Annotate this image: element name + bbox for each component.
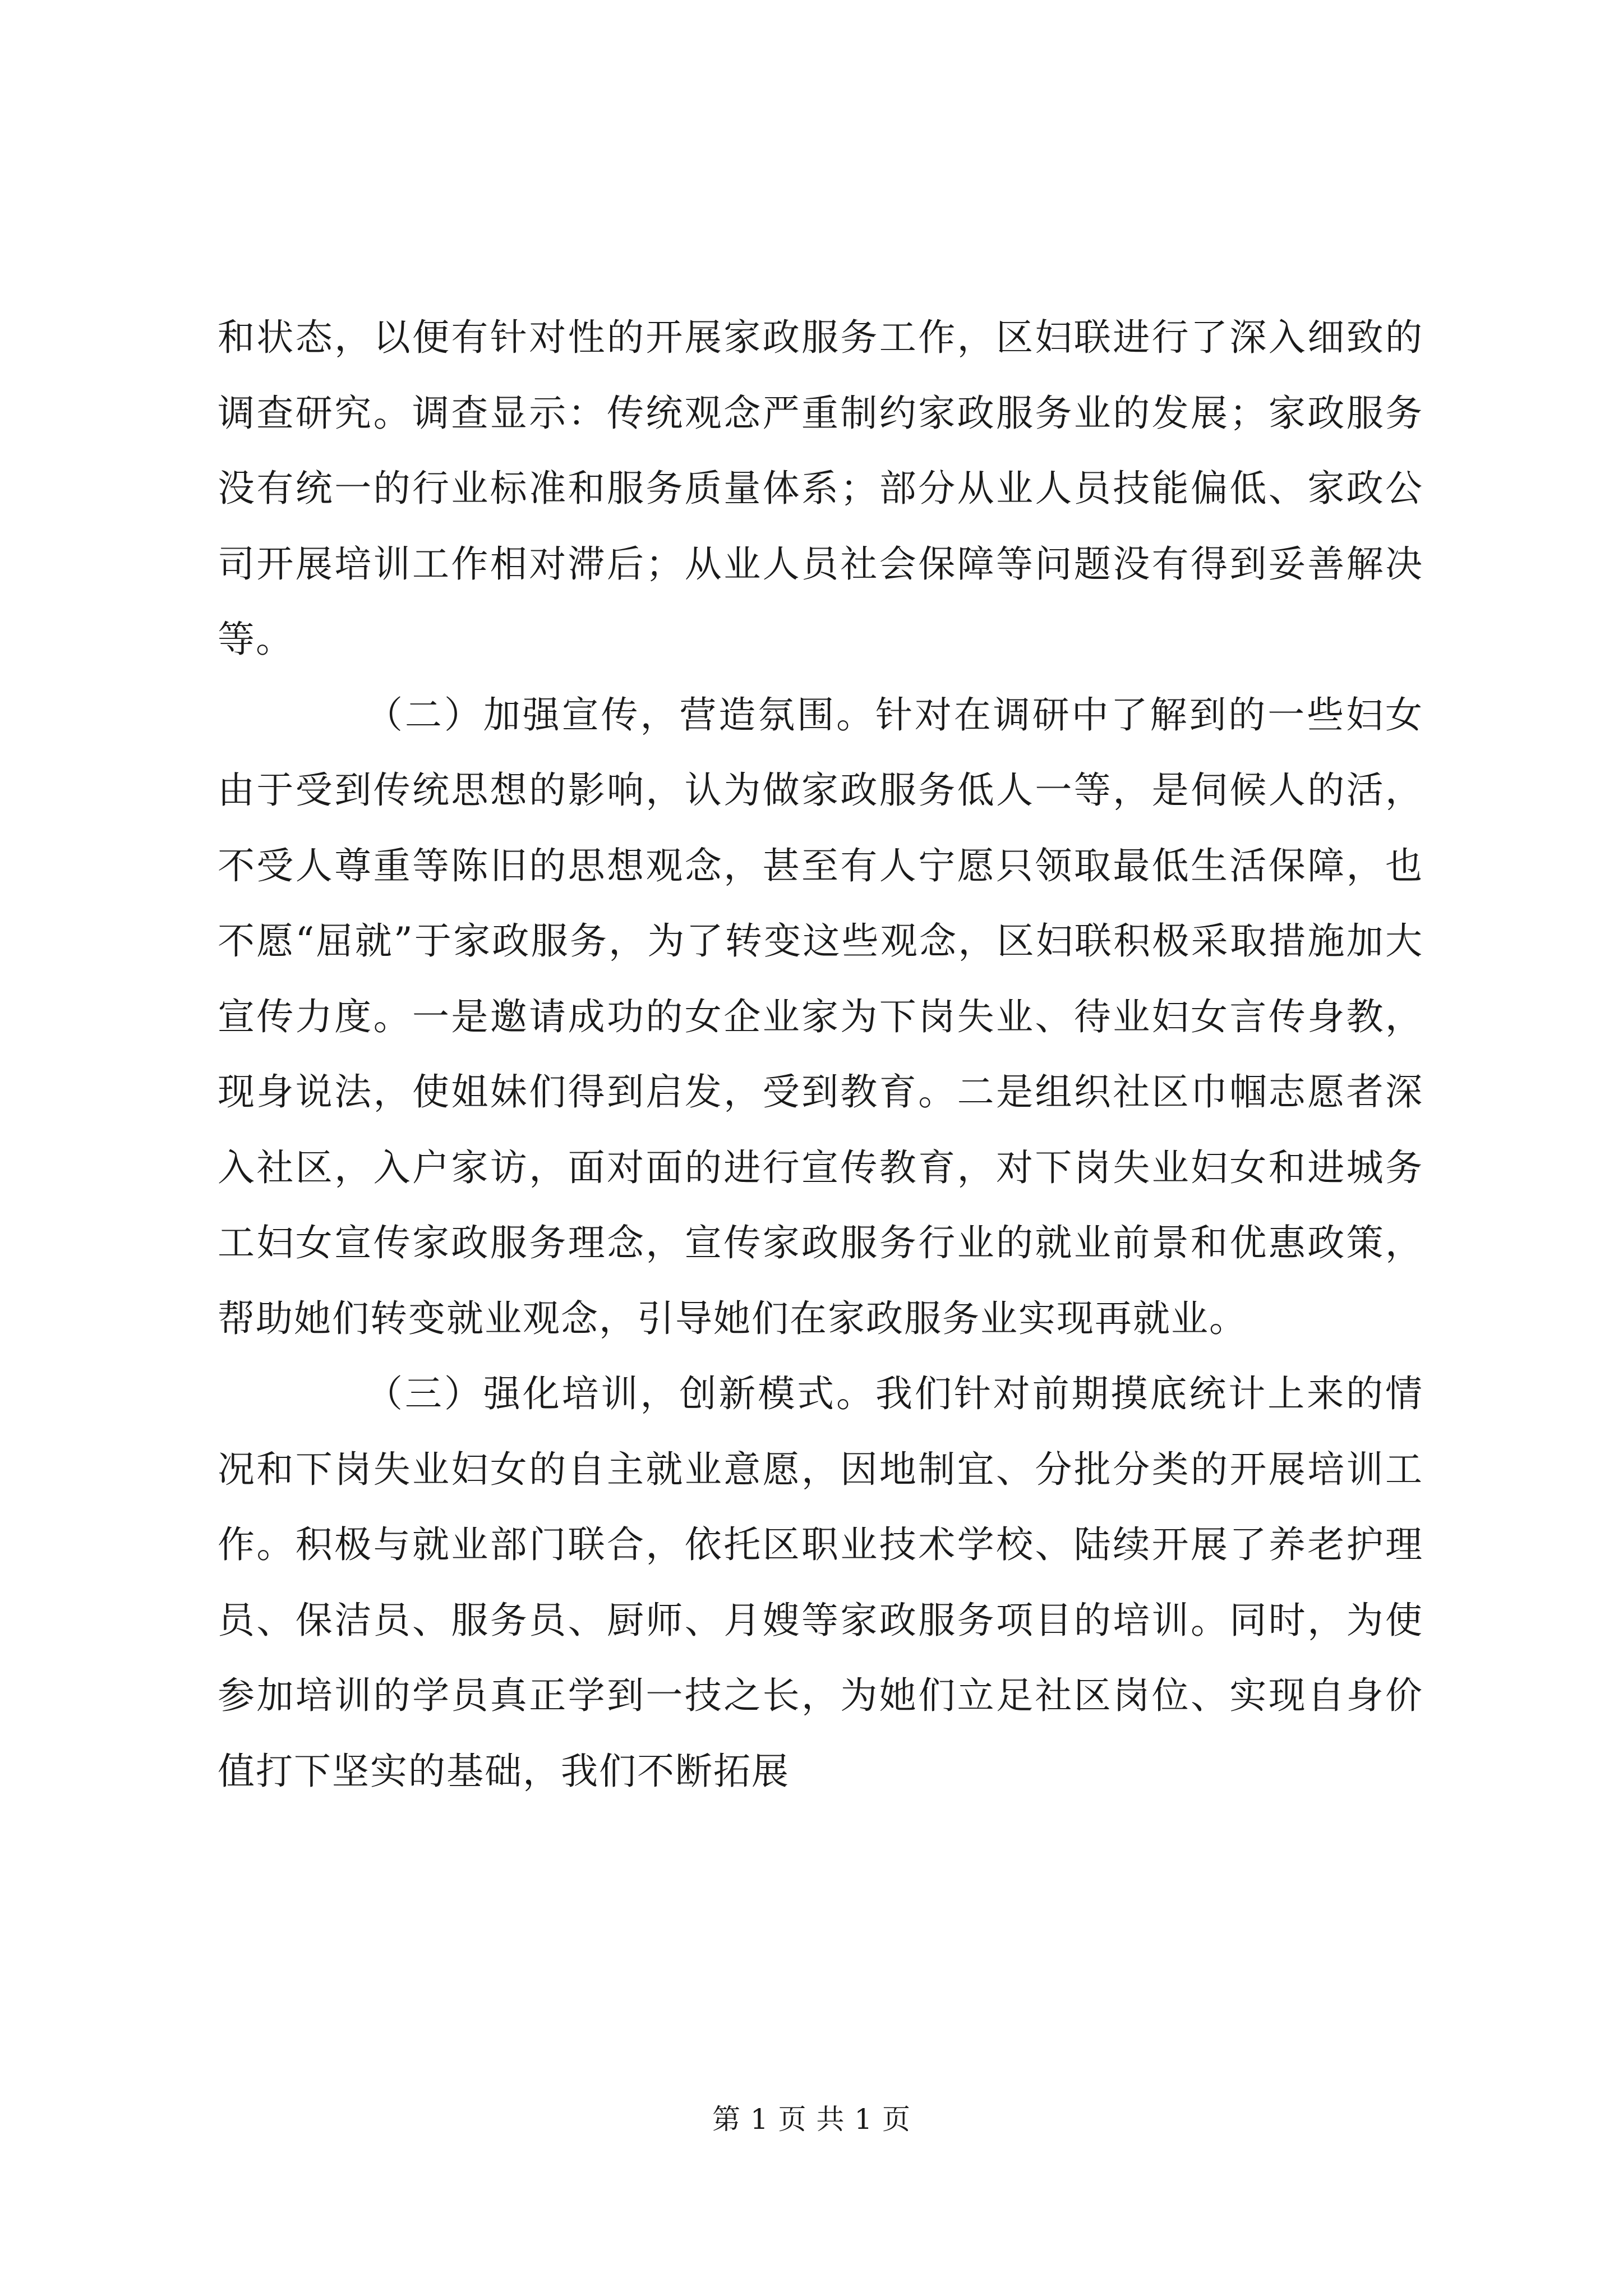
document-body: [218, 300, 1423, 1809]
paragraph-training: （三）强化培训，创新模式。我们针对前期摸底统计上来的情况和下岗失业妇女的自主就业意愿，因地制宜、分批分类的开展培训工作。积极与就业部门联合，依托区职业技术学校、陆续开展了养老护理员、保洁员、服务员、厨师、月嫂等家政服务项目的培训。同时，为使参加培训的学员真正学到一技之长，为她们立足社区岗位、实现自身价值打下坚实的基础，我们不断拓展: [218, 1372, 1423, 1793]
paragraph-survey: 和状态，以便有针对性的开展家政服务工作，区妇联进行了深入细致的调查研究。调查显示：传统观念严重制约家政服务业的发展；家政服务没有统一的行业标准和服务质量体系；部分从业人员技能偏低、家政公司开展培训工作相对滞后；从业人员社会保障等问题没有得到妥善解决等。: [218, 316, 1423, 661]
paragraph-publicity: （二）加强宣传，营造氛围。针对在调研中了解到的一些妇女由于受到传统思想的影响，认为做家政服务低人一等，是伺候人的活，不受人尊重等陈旧的思想观念，甚至有人宁愿只领取最低生活保障，也不愿“屈就”于家政服务，为了转变这些观念，区妇联积极采取措施加大宣传力度。一是邀请成功的女企业家为下岗失业、待业妇女言传身教，现身说法，使姐妹们得到启发，受到教育。二是组织社区巾帼志愿者深入社区，入户家访，面对面的进行宣传教育，对下岗失业妇女和进城务工妇女宣传家政服务理念，宣传家政服务行业的就业前景和优惠政策，帮助她们转变就业观念，引导她们在家政服务业实现再就业。: [218, 693, 1423, 1340]
page-number-footer: 第 1 页 共 1 页: [712, 2103, 911, 2136]
